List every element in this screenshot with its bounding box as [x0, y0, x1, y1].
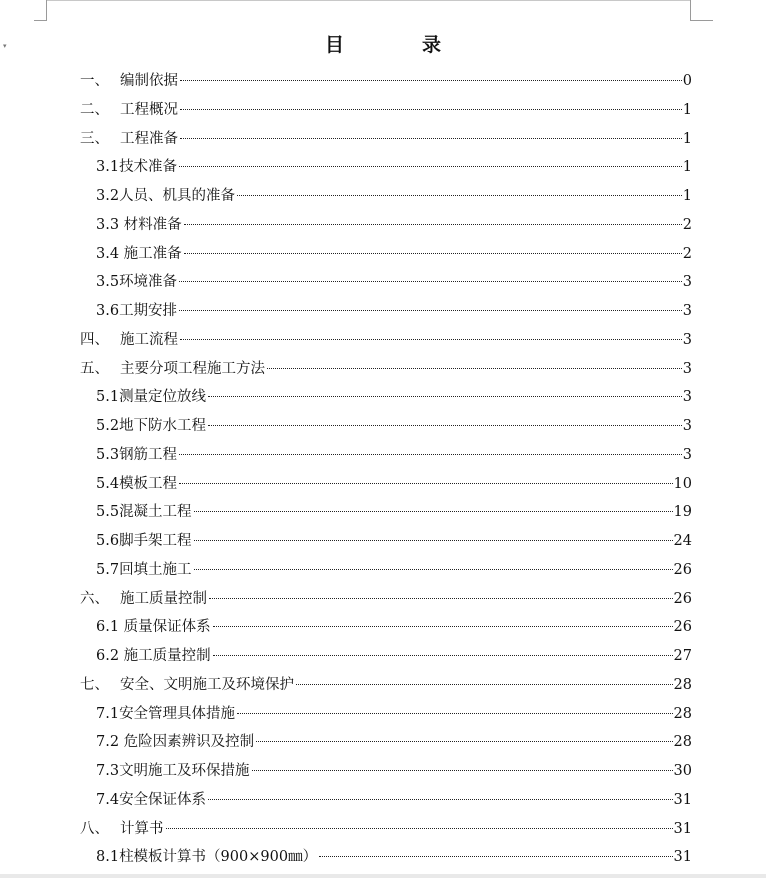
toc-dot-leader [208, 425, 682, 426]
toc-entry-title: 施工流程 [120, 331, 178, 348]
toc-entry[interactable] [80, 700, 692, 729]
toc-dot-leader [179, 454, 682, 455]
toc-entry-title: 地下防水工程 [119, 418, 207, 434]
toc-entry-title: 测量定位放线 [119, 389, 207, 406]
toc-entry[interactable] [80, 297, 692, 326]
toc-entry-number: 四、 [80, 331, 109, 348]
toc-dot-leader [194, 511, 673, 512]
toc-entry-number: 3.4 [96, 245, 124, 262]
toc-entry-title: 施工质量控制 [120, 590, 207, 607]
toc-entry-page: 30 [673, 763, 692, 779]
toc-entry-page: 24 [673, 533, 692, 549]
toc-entry-title: 计算书 [120, 820, 164, 837]
toc-entry-title: 危险因素辨识及控制 [123, 734, 255, 751]
toc-entry-title: 工期安排 [119, 303, 178, 319]
toc-entry-title: 人员、机具的准备 [119, 188, 236, 204]
toc-dot-leader [180, 80, 682, 81]
toc-entry-number: 3.1 [96, 159, 120, 176]
toc-dot-leader [166, 828, 673, 829]
toc-dot-leader [319, 856, 672, 857]
collapse-arrow-icon[interactable]: ▾ [3, 42, 7, 50]
toc-entry-title: 柱模板计算书（900×900㎜） [119, 849, 318, 866]
toc-entry-title: 环境准备 [119, 274, 178, 291]
toc-entry-title: 材料准备 [123, 216, 182, 233]
toc-entry-number: 7.1 [96, 705, 120, 722]
toc-entry-number: 5.3 [96, 446, 120, 463]
toc-entry-number: 5.1 [96, 389, 120, 406]
toc-entry-page: 3 [682, 389, 692, 406]
toc-entry-title: 工程准备 [120, 130, 178, 147]
toc-entry-page: 31 [673, 791, 692, 808]
toc-dot-leader [237, 195, 682, 196]
toc-entry-number: 8.1 [96, 849, 120, 866]
toc-entry-page: 31 [673, 820, 692, 837]
toc-dot-leader [179, 166, 682, 167]
toc-entry-number: 7.2 [96, 734, 124, 751]
toc-entry[interactable] [80, 585, 692, 614]
toc-entry-number: 六、 [80, 590, 109, 607]
toc-entry-page: 3 [682, 360, 692, 377]
toc-entry-title: 质量保证体系 [123, 619, 211, 636]
toc-entry-number: 5.6 [96, 533, 120, 549]
toc-dot-leader [184, 224, 682, 225]
toc-entry-page: 0 [682, 73, 692, 89]
page-title [0, 30, 766, 57]
toc-dot-leader [213, 626, 673, 627]
toc-entry-number: 三、 [80, 130, 109, 147]
toc-entry[interactable] [80, 67, 692, 96]
title-char-1: 目 [324, 34, 344, 56]
toc-entry-page: 2 [682, 245, 692, 262]
toc-dot-leader [194, 540, 673, 541]
toc-entry[interactable] [80, 240, 692, 269]
toc-entry-page: 28 [673, 676, 692, 693]
toc-entry-title: 混凝土工程 [119, 504, 192, 521]
toc-entry-page: 31 [673, 849, 692, 866]
toc-entry-page: 3 [682, 274, 692, 291]
toc-dot-leader [179, 483, 672, 484]
toc-dot-leader [194, 569, 673, 570]
toc-entry-title: 安全保证体系 [119, 791, 207, 808]
toc-entry[interactable] [80, 613, 692, 642]
toc-entry[interactable] [80, 355, 692, 384]
toc-dot-leader [179, 310, 682, 311]
toc-dot-leader [296, 684, 673, 685]
toc-entry-number: 八、 [80, 820, 109, 837]
toc-dot-leader [208, 799, 672, 800]
toc-entry-page: 26 [673, 590, 692, 607]
toc-entry[interactable] [80, 843, 692, 872]
toc-entry-page: 2 [682, 216, 692, 233]
toc-entry-page: 28 [673, 705, 692, 722]
toc-entry[interactable] [80, 211, 692, 240]
toc-entry-number: 二、 [80, 101, 109, 118]
toc-entry-page: 10 [673, 475, 692, 492]
toc-entry-number: 6.2 [96, 648, 124, 664]
toc-entry-page: 28 [673, 734, 692, 751]
toc-entry-number: 7.3 [96, 763, 120, 779]
toc-entry-title: 文明施工及环保措施 [119, 763, 250, 779]
toc-dot-leader [180, 109, 682, 110]
toc-entry-title: 施工质量控制 [123, 648, 211, 664]
toc-entry-number: 5.4 [96, 475, 120, 492]
toc-entry-number: 3.5 [96, 274, 120, 291]
title-char-2: 录 [422, 34, 442, 56]
toc-entry-number: 5.2 [96, 418, 120, 434]
toc-entry[interactable] [80, 556, 692, 585]
toc-entry-page: 3 [682, 446, 692, 463]
toc-entry[interactable] [80, 728, 692, 757]
toc-dot-leader [209, 598, 673, 599]
toc-entry-title: 工程概况 [120, 101, 178, 118]
toc-entry[interactable] [80, 815, 692, 844]
toc-entry[interactable] [80, 326, 692, 355]
toc-entry[interactable] [80, 527, 692, 556]
toc-entry[interactable] [80, 182, 692, 211]
toc-entry-number: 七、 [80, 676, 109, 693]
crop-mark-top-right [690, 0, 713, 21]
toc-entry-number: 一、 [80, 73, 109, 89]
toc-entry[interactable] [80, 671, 692, 700]
toc-entry-title: 主要分项工程施工方法 [120, 360, 265, 377]
toc-entry[interactable] [80, 153, 692, 182]
toc-entry[interactable] [80, 125, 692, 154]
toc-entry-page: 1 [682, 130, 692, 147]
toc-entry-title: 安全、文明施工及环境保护 [120, 676, 294, 693]
toc-entry-page: 26 [673, 619, 692, 636]
toc-entry-page: 1 [682, 159, 692, 176]
toc-entry[interactable] [80, 786, 692, 815]
toc-entry-title: 编制依据 [120, 73, 178, 89]
toc-entry-number: 6.1 [96, 619, 124, 636]
toc-dot-leader [256, 741, 672, 742]
toc-entry-page: 19 [673, 504, 692, 521]
toc-dot-leader [179, 281, 682, 282]
toc-dot-leader [208, 396, 682, 397]
toc-dot-leader [184, 253, 682, 254]
toc-entry-page: 27 [673, 648, 692, 664]
toc-entry[interactable] [80, 383, 692, 412]
toc-entry-page: 1 [682, 188, 692, 204]
page-top-edge [46, 0, 690, 1]
toc-entry[interactable] [80, 642, 692, 671]
toc-dot-leader [267, 368, 682, 369]
toc-entry-number: 7.4 [96, 791, 120, 808]
toc-entry-page: 3 [682, 418, 692, 434]
toc-entry-number: 3.2 [96, 188, 120, 204]
toc-entry-title: 回填土施工 [119, 561, 192, 578]
toc-entry-number: 五、 [80, 360, 109, 377]
toc-entry-title: 模板工程 [119, 475, 178, 492]
toc-entry-title: 安全管理具体措施 [119, 705, 236, 722]
toc-entry[interactable] [80, 470, 692, 499]
toc-entry-page: 26 [673, 561, 692, 578]
toc-entry[interactable] [80, 96, 692, 125]
toc-entry-title: 脚手架工程 [119, 533, 192, 549]
toc-entry[interactable] [80, 757, 692, 786]
toc-entry[interactable] [80, 268, 692, 297]
toc-entry-number: 3.6 [96, 303, 120, 319]
toc-entry-page: 3 [682, 303, 692, 319]
toc-entry-title: 钢筋工程 [119, 446, 178, 463]
table-of-contents [80, 67, 692, 872]
page-bottom-edge [0, 874, 766, 878]
toc-entry-number: 5.5 [96, 504, 120, 521]
toc-entry-title: 技术准备 [119, 159, 178, 176]
toc-entry-number: 5.7 [96, 561, 120, 578]
toc-entry-page: 1 [682, 101, 692, 118]
toc-dot-leader [180, 138, 682, 139]
toc-entry-page: 3 [682, 331, 692, 348]
toc-entry-title: 施工准备 [123, 245, 182, 262]
toc-entry[interactable] [80, 498, 692, 527]
toc-dot-leader [180, 339, 682, 340]
toc-dot-leader [213, 655, 673, 656]
toc-dot-leader [237, 713, 672, 714]
toc-entry-number: 3.3 [96, 216, 124, 233]
toc-entry[interactable] [80, 412, 692, 441]
toc-entry[interactable] [80, 441, 692, 470]
toc-dot-leader [252, 770, 673, 771]
crop-mark-top-left [34, 0, 47, 21]
